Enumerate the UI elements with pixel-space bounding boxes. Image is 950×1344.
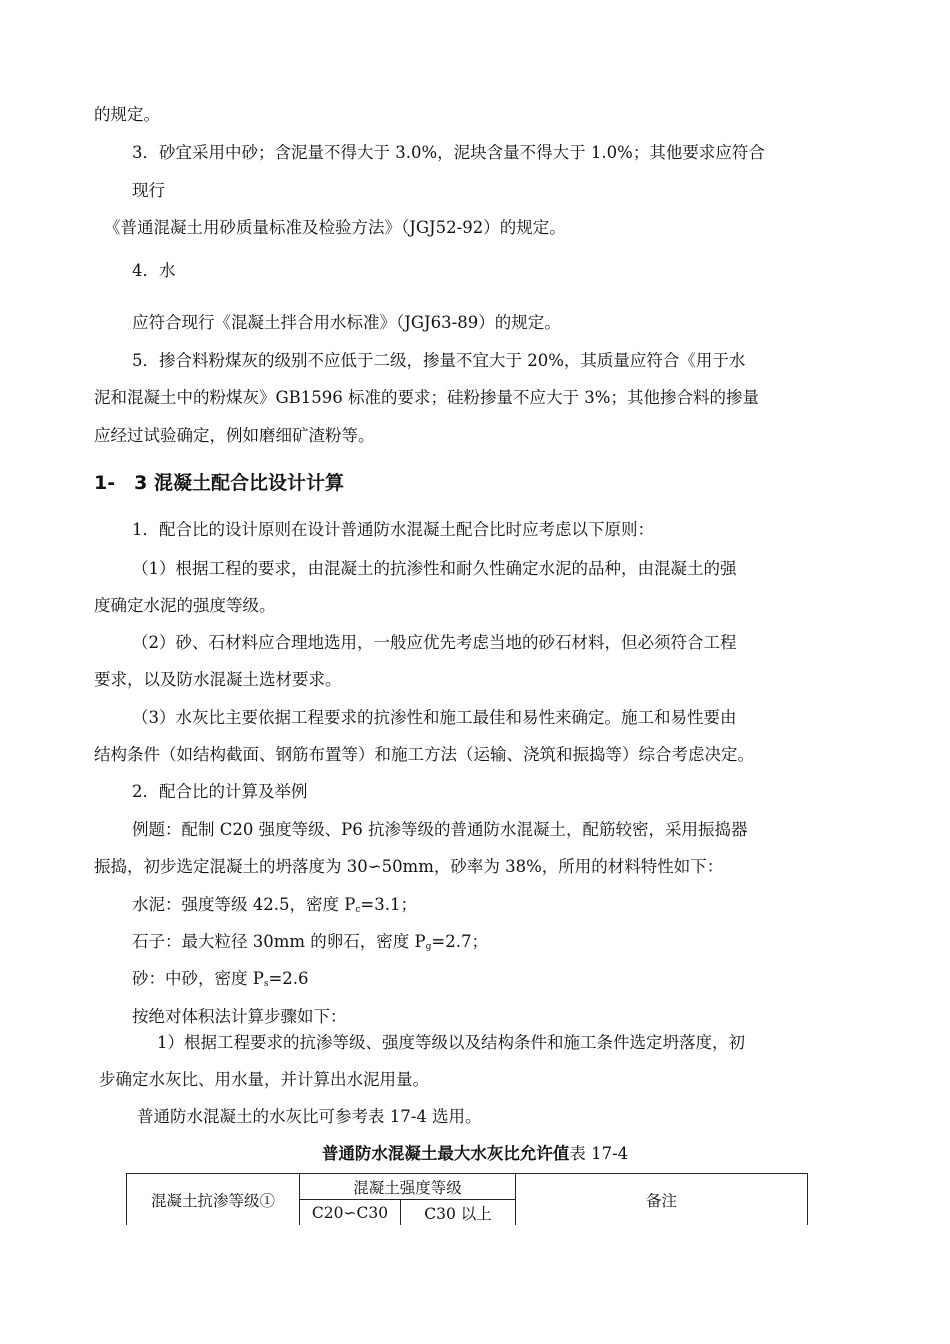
text-line: （1）根据工程的要求，由混凝土的抗渗性和耐久性确定水泥的品种，由混凝土的强: [132, 559, 737, 578]
text-line: 按绝对体积法计算步骤如下：: [132, 1007, 347, 1026]
text-line: 应符合现行《混凝土拌合用水标准》（JGJ63-89）的规定。: [132, 313, 561, 332]
text-line: 《普通混凝土用砂质量标准及检验方法》（JGJ52-92）的规定。: [104, 218, 566, 237]
text-line: 步确定水灰比、用水量，并计算出水泥用量。: [99, 1070, 429, 1089]
text-line: 5．掺合料粉煤灰的级别不应低于二级，掺量不宜大于 20%，其质量应符合《用于水: [132, 351, 746, 370]
text-line: 度确定水泥的强度等级。: [94, 596, 276, 615]
table-header-cell: C30 以上: [401, 1200, 516, 1226]
text-line: （3）水灰比主要依据工程要求的抗渗性和施工最佳和易性来确定。施工和易性要由: [132, 708, 737, 727]
text-line: 1）根据工程要求的抗渗等级、强度等级以及结构条件和施工条件选定坍落度，初: [157, 1033, 745, 1052]
material-stone: 石子：最大粒径 30mm 的卵石，密度 $P_g=2.7$；: [132, 932, 488, 952]
table-caption: 普通防水混凝土最大水灰比允许值表 17-4: [321, 1144, 629, 1163]
text-line: 振捣，初步选定混凝土的坍落度为 30∽50mm，砂率为 38%，所用的材料特性如下：: [94, 857, 724, 876]
table-header-cell: 混凝土强度等级: [300, 1174, 516, 1200]
material-cement: 水泥：强度等级 42.5，密度 $P_c=3.1$；: [132, 895, 417, 915]
text-line: 应经过试验确定，例如磨细矿渣粉等。: [94, 426, 375, 445]
text-line: 泥和混凝土中的粉煤灰》GB1596 标准的要求；硅粉掺量不应大于 3%；其他掺合料的掺量: [94, 388, 759, 407]
table-header-cell: 备注: [516, 1174, 808, 1226]
text-line: 要求，以及防水混凝土选材要求。: [94, 670, 342, 689]
table-header-cell: C20∽C30: [300, 1200, 401, 1226]
text-line: 普通防水混凝土的水灰比可参考表 17-4 选用。: [137, 1107, 482, 1126]
section-heading: 1- 3 混凝土配合比设计计算: [94, 472, 344, 494]
text-line: 4．水: [132, 261, 176, 280]
text-line: 1．配合比的设计原则在设计普通防水混凝土配合比时应考虑以下原则：: [132, 520, 654, 539]
material-sand: 砂：中砂，密度 $P_s=2.6$: [132, 969, 309, 989]
text-line: 现行: [132, 181, 165, 200]
text-line: 的规定。: [94, 105, 160, 124]
text-line: 例题：配制 C20 强度等级、P6 抗渗等级的普通防水混凝土，配筋较密，采用振捣器: [132, 820, 748, 839]
text-line: 结构条件（如结构截面、钢筋布置等）和施工方法（运输、浇筑和振捣等）综合考虑决定。: [94, 745, 754, 764]
table-header-cell: 混凝土抗渗等级①: [127, 1174, 300, 1226]
page-bottom-margin: [0, 1225, 950, 1344]
text-line: 2．配合比的计算及举例: [132, 782, 308, 801]
text-line: 3．砂宜采用中砂；含泥量不得大于 3.0%，泥块含量不得大于 1.0%；其他要求应符合: [132, 143, 765, 162]
text-line: （2）砂、石材料应合理地选用，一般应优先考虑当地的砂石材料，但必须符合工程: [132, 633, 737, 652]
